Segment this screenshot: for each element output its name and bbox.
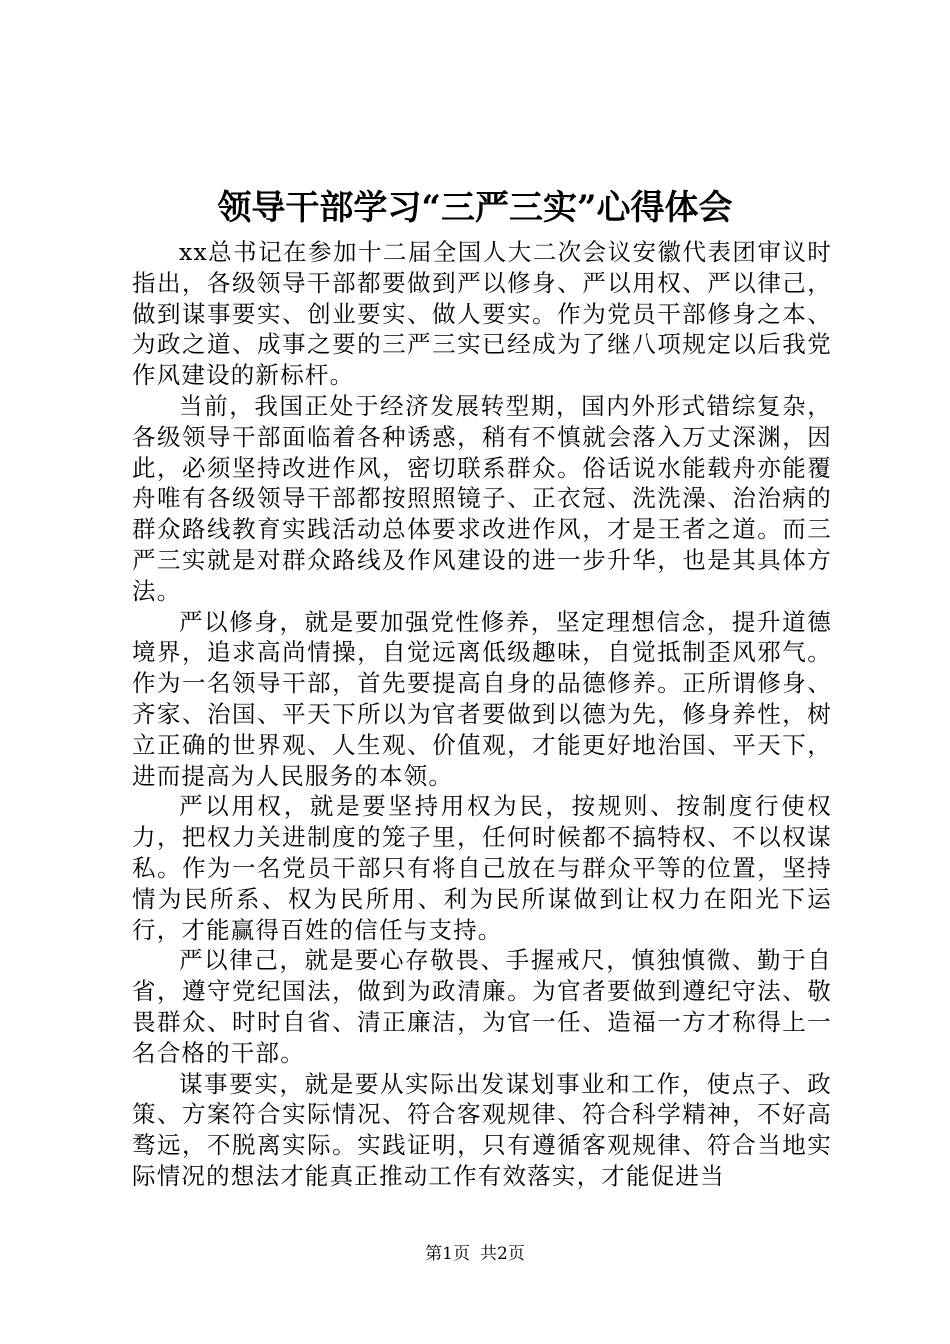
paragraph: 严以修身，就是要加强党性修养，坚定理想信念，提升道德境界，追求高尚情操，自觉远离低级趣味，自觉抵制歪风邪气。作为一名领导干部，首先要提高自身的品德修养。正所谓修身、齐家、治国、平天下所以为官者要做到以德为先，修身养性，树立正确的世界观、人生观、价值观，才能更好地治国、平天下，进而提高为人民服务的本领。 <box>132 607 832 790</box>
document-body <box>132 237 832 1192</box>
paragraph: 严以律己，就是要心存敬畏、手握戒尺，慎独慎微、勤于自省，遵守党纪国法，做到为政清廉。为官者要做到遵纪守法、敬畏群众、时时自省、清正廉洁，为官一任、造福一方才称得上一名合格的干部。 <box>132 946 832 1067</box>
page-number: 第1页 <box>425 1244 470 1264</box>
page-footer <box>0 1243 950 1265</box>
paragraph: 谋事要实，就是要从实际出发谋划事业和工作，使点子、政策、方案符合实际情况、符合客观规律、符合科学精神，不好高骛远，不脱离实际。实践证明，只有遵循客观规律、符合当地实际情况的想法才能真正推动工作有效落实，才能促进当 <box>132 1069 832 1190</box>
document-title: 领导干部学习“三严三实”心得体会 <box>217 188 733 228</box>
paragraph: 严以用权，就是要坚持用权为民，按规则、按制度行使权力，把权力关进制度的笼子里，任何时候都不搞特权、不以权谋私。作为一名党员干部只有将自己放在与群众平等的位置，坚持情为民所系、权为民所用、利为民所谋做到让权力在阳光下运行，才能赢得百姓的信任与支持。 <box>132 792 832 944</box>
paragraph: 当前，我国正处于经济发展转型期，国内外形式错综复杂，各级领导干部面临着各种诱惑，稍有不慎就会落入万丈深渊，因此，必须坚持改进作风，密切联系群众。俗话说水能载舟亦能覆舟唯有各级领导干部都按照照镜子、正衣冠、洗洗澡、治治病的群众路线教育实践活动总体要求改进作风，才是王者之道。而三严三实就是对群众路线及作风建设的进一步升华，也是其具体方法。 <box>132 391 832 605</box>
paragraph: xx总书记在参加十二届全国人大二次会议安徽代表团审议时指出，各级领导干部都要做到严以修身、严以用权、严以律己，做到谋事要实、创业要实、做人要实。作为党员干部修身之本、为政之道、成事之要的三严三实已经成为了继八项规定以后我党作风建设的新标杆。 <box>132 238 832 390</box>
page-total: 共2页 <box>480 1244 525 1264</box>
